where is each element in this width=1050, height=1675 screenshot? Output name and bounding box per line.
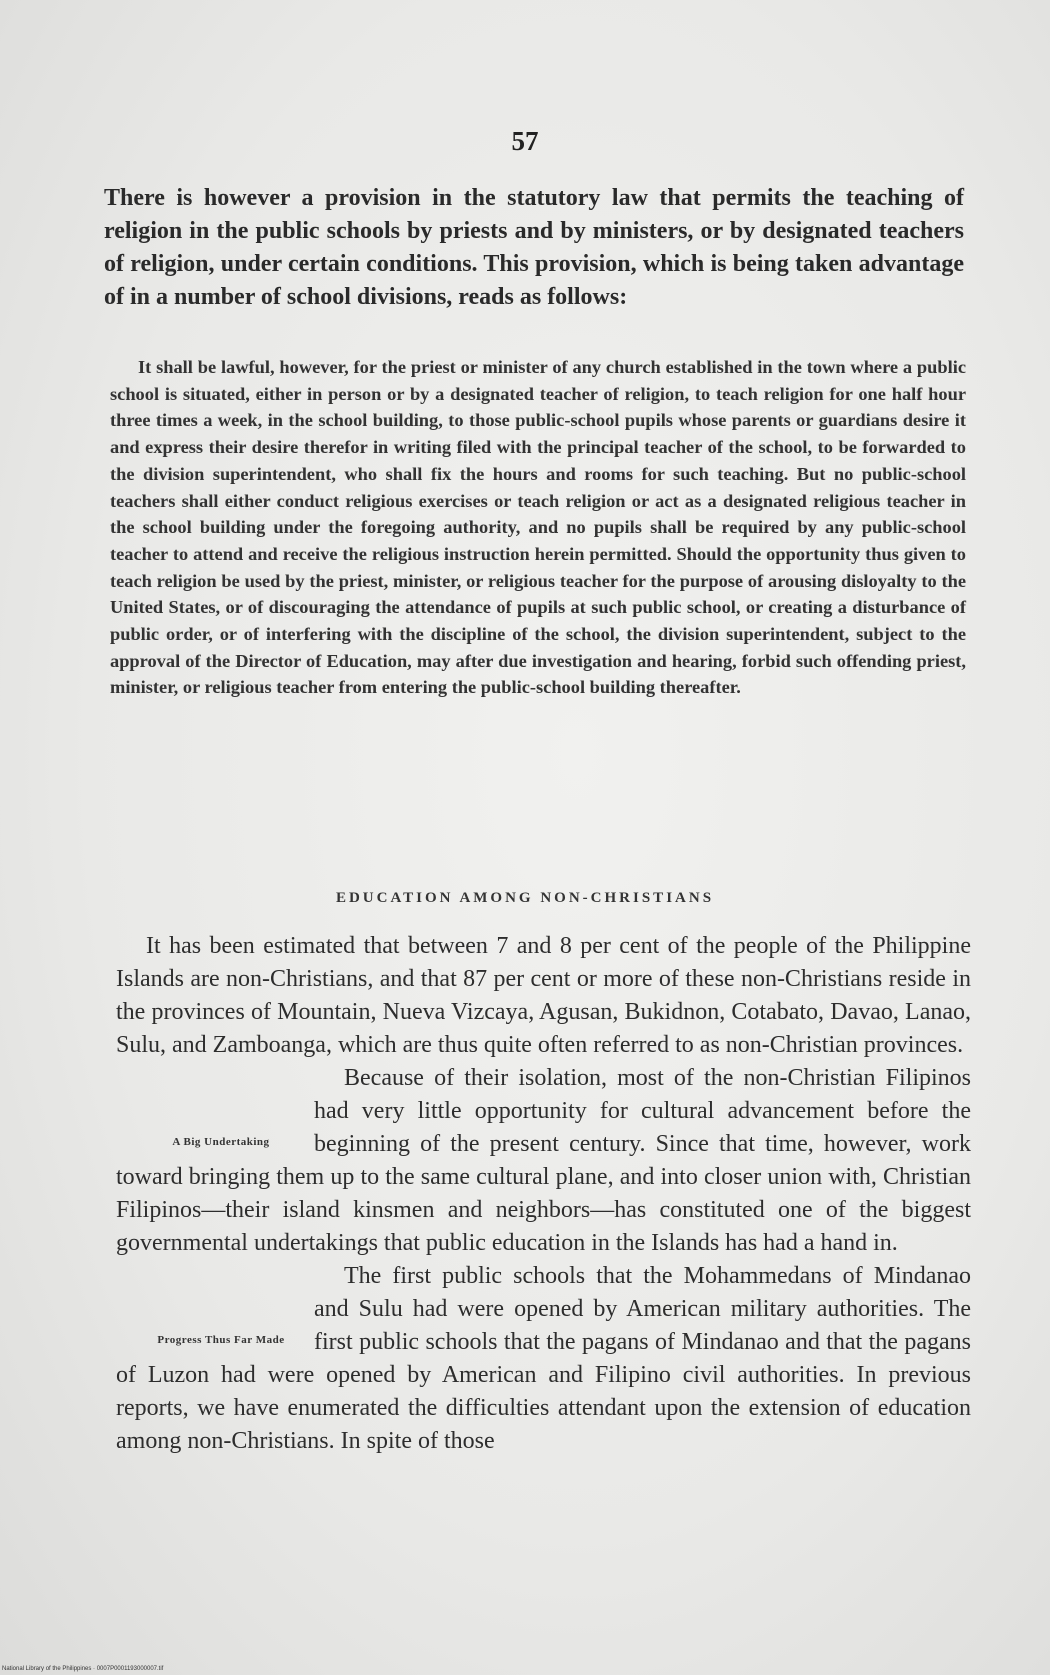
body-paragraph	[116, 1260, 971, 1458]
quoted-law-block	[110, 354, 966, 701]
body-paragraph	[116, 1062, 971, 1260]
body-section	[116, 930, 971, 1458]
body-paragraph: It has been estimated that between 7 and 8 per cent of the people of the Philippine Islands are non-Christians, and that 87 per cent or more of these non-Christians reside in the provinces of Mountain, Nueva Vizcaya, Agusan, Bukidnon, Cotabato, Davao, Lanao, Sulu, and Zamboanga, which are thus quite often referred to as non-Christian provinces.	[116, 933, 971, 1058]
body-paragraph-text: The first public schools that the Mohammedans of Mindanao and Sulu had were opened by American military authorities. The first public schools that the pagans of Mindanao and that the pagans of Luzon had were opened by American and Filipino civil authorities. In previous reports, we have enumerated the difficulties attendant upon the extension of education among non-Christians. In spite of those	[116, 1263, 971, 1454]
scan-credit: National Library of the Philippines · 0007P0001193000007.tif	[2, 1666, 164, 1672]
margin-sidenote: Progress Thus Far Made	[157, 1334, 285, 1346]
margin-sidenote: A Big Undertaking	[172, 1136, 270, 1148]
section-heading: EDUCATION AMONG NON-CHRISTIANS	[335, 890, 715, 906]
page-number: 57	[511, 126, 539, 156]
intro-section	[104, 182, 964, 314]
intro-paragraph: There is however a provision in the statutory law that permits the teaching of religion in the public schools by priests and by ministers, or by designated teachers of religion, under certain conditions. This provision, which is being taken advantage of in a number of school divisions, reads as follows:	[104, 185, 964, 310]
quoted-law-text: It shall be lawful, however, for the priest or minister of any church established in the town where a public school is situated, either in person or by a designated teacher of religion, to teach religion for one half hour three times a week, in the school building, to those public-school pupils whose parents or guardians desire it and express their desire therefor in writing filed with the principal teacher of the school, to be forwarded to the division superintendent, who shall fix the hours and rooms for such teaching. But no public-school teachers shall either conduct religious exercises or teach religion or act as a designated religious teacher in the school building under the foregoing authority, and no pupils shall be required by any public-school teacher to attend and receive the religious instruction herein permitted. Should the opportunity thus given to teach religion be used by the priest, minister, or religious teacher for the purpose of arousing disloyalty to the United States, or of discouraging the attendance of pupils at such public school, or creating a disturbance of public order, or of interfering with the discipline of the school, the division superintendent, subject to the approval of the Director of Education, may after due investigation and hearing, forbid such offending priest, minister, or religious teacher from entering the public-school building thereafter.	[110, 357, 966, 698]
body-paragraph-text: Because of their isolation, most of the non-Christian Filipinos had very little opportunity for cultural advancement before the beginning of the present century. Since that time, however, work toward bringing them up to the same cultural plane, and into closer union with, Christian Filipinos—their island kinsmen and neighbors—has constituted one of the biggest governmental undertakings that public education in the Islands has had a hand in.	[116, 1065, 971, 1256]
